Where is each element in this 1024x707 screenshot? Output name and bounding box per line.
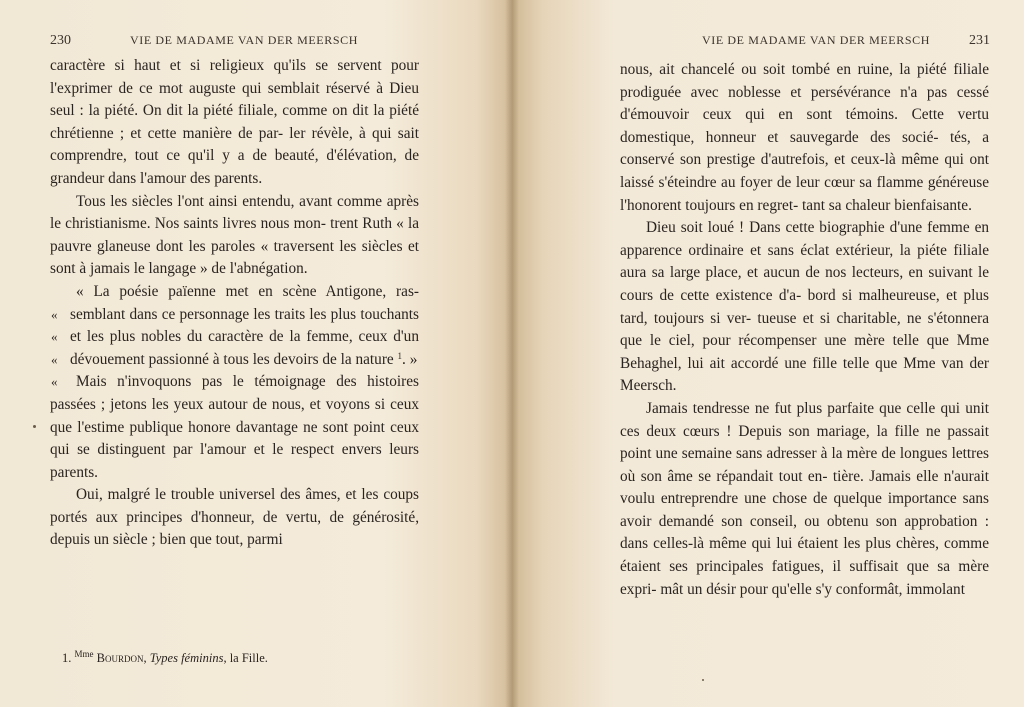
text-line: trent Ruth « la pauvre glaneuse dont les paroles — [50, 215, 420, 255]
text-line: à Dieu seul : la piété. On dit la piété filiale, comme — [50, 79, 419, 120]
text-line: bord si malheureuse, et plus tard, toujours si ver- — [620, 286, 989, 327]
text-line: pour récompenser une mère telle que Mme Behaghel, — [620, 332, 989, 372]
paragraph — [50, 371, 419, 484]
text-line: Jamais tendresse ne fut plus parfaite que celle — [646, 399, 936, 417]
footnote-title-abbrev: Mme — [74, 649, 94, 659]
text-line: tueuse et si charitable, ne s'étonnera que le ciel, — [620, 309, 989, 350]
text-line: lui ait accordé une fille telle que Mme van der — [687, 354, 989, 372]
text-line: la piéte filiale aura sa large place, et aucun de nos — [620, 241, 990, 282]
text-line: passées ; jetons les yeux autour de nous, et voyons si — [50, 395, 386, 413]
right-running-head — [702, 33, 1002, 51]
footnote-ref: 1 — [397, 350, 403, 361]
paragraph — [50, 484, 419, 552]
text-line: beauté, d'élévation, de grandeur dans l'amour des — [50, 147, 419, 187]
text-line: même qui lui étaient les plus chères, comme étaient — [620, 535, 989, 576]
footnote-work: Types féminins — [149, 651, 224, 665]
text-line: femme en apparence ordinaire et sans éclat extérieur, — [620, 219, 990, 259]
text-line: pas cessé d'émouvoir ceux qui en sont témoins. Cette — [620, 83, 989, 124]
left-running-head — [50, 33, 470, 51]
text-line: ler révèle, à qui sait comprendre, tout ce qu'il y a de — [50, 124, 419, 165]
quote-first-line: « La poésie païenne met en scène Antigone, ras- — [76, 282, 419, 300]
text-line: parents. — [214, 169, 263, 187]
text-line: de longues lettres où son âme se répandait tout en- — [620, 445, 989, 485]
text-line: filiale prodiguée avec noblesse et persévérance n'a — [620, 61, 989, 101]
text-line: après le christianisme. Nos saints livres nous mon- — [50, 192, 419, 233]
left-body-text — [50, 55, 419, 552]
text-line: respect envers leurs parents. — [50, 441, 419, 481]
footnote-number: 1. — [62, 651, 72, 665]
text-line: chose de quelque importance sans avoir demandé — [620, 490, 990, 530]
quote-mark: « — [51, 306, 58, 322]
text-line: mât un désir pour qu'elle s'y conformât, immolant — [660, 580, 965, 598]
right-header-title: VIE DE MADAME VAN DER MEERSCH — [702, 33, 930, 47]
text-line: sont point ceux qui se distinguent par l'amour et le — [50, 418, 419, 459]
quote-close: . » — [402, 350, 418, 368]
paragraph — [620, 59, 989, 217]
text-line: même qui ont laissé s'éteindre au foyer de leur cœur — [620, 151, 990, 191]
text-line: touchants et les plus nobles du caractère de la — [70, 305, 420, 346]
quote-mark: « — [51, 374, 58, 390]
text-line: l'exprimer de ce mot auguste qui semblait réservé — [50, 79, 370, 97]
footnote-author: Bourdon — [96, 651, 144, 665]
text-line: ceux que l'estime publique honore davantage ne — [50, 395, 420, 436]
book-gutter — [505, 0, 519, 707]
text-line: tés, a conservé son prestige d'autrefois, et ceux-là — [620, 128, 989, 169]
paragraph — [620, 398, 989, 601]
text-line: semblant dans ce personnage les traits les plus — [70, 305, 357, 323]
paper-speck — [702, 679, 704, 681]
text-line: ses principales fatigues, il suffisait que sa mère expri- — [620, 558, 989, 598]
quote-mark: « — [51, 351, 58, 367]
text-line: coups portés aux principes d'honneur, de vertu, de — [50, 486, 420, 526]
text-line: nous, ait chancelé ou soit tombé en ruine, la piété — [620, 61, 947, 78]
text-line: tière. Jamais elle n'aurait voulu entreprendre une — [620, 467, 989, 508]
text-line: caractère si haut et si religieux qu'ils se servent pour — [50, 57, 419, 74]
text-line: vertu domestique, honneur et sauvegarde des socié- — [620, 106, 989, 146]
text-line: femme, ceux d'un dévouement passionné à tous — [70, 328, 419, 368]
text-line: » de l'abnégation. — [199, 260, 308, 278]
text-line: tant sa chaleur bienfaisante. — [802, 196, 972, 214]
quote-mark: « — [51, 329, 58, 345]
text-line: qui unit ces deux cœurs ! Depuis son mariage, la fille — [620, 399, 989, 440]
text-line: ne passait point une semaine sans adresser à la mère — [620, 422, 989, 463]
left-page-number: 230 — [50, 33, 71, 48]
text-line: Meersch. — [620, 377, 677, 395]
text-line: générosité, depuis un siècle ; bien que tout, parmi — [50, 508, 420, 549]
paragraph — [620, 217, 989, 398]
text-line: lecteurs, en suivant le cours de cette existence d'a- — [620, 264, 989, 304]
paragraph — [50, 191, 419, 281]
text-line: Tous les siècles l'ont ainsi entendu, avant comme — [76, 192, 383, 210]
right-page-number: 231 — [969, 33, 990, 48]
text-line: son conseil, ou obtenu son approbation : dans celles-là — [620, 512, 990, 553]
right-body-text — [620, 59, 989, 601]
text-line: « traversent les siècles et sont à jamais le langage — [50, 237, 419, 278]
footnote-rest: , la Fille. — [223, 651, 268, 665]
right-page — [512, 0, 1024, 707]
text-line: Dieu soit loué ! Dans cette biographie d'une — [646, 219, 923, 237]
footnote: 1. $^{Mme}$ Bourdon, Types féminins, la Fille. — [62, 649, 268, 665]
paragraph — [50, 55, 419, 191]
text-line: sa flamme généreuse l'honorent toujours en regret- — [620, 173, 989, 214]
text-line: Mais n'invoquons pas le témoignage des histoires — [76, 373, 419, 391]
text-line: Oui, malgré le trouble universel des âmes, et les — [76, 486, 379, 504]
paper-speck — [33, 425, 36, 428]
text-line: on dit la piété chrétienne ; et cette manière de par- — [50, 102, 419, 142]
left-header-title: VIE DE MADAME VAN DER MEERSCH — [130, 33, 358, 47]
text-line: les devoirs de la nature — [252, 350, 394, 368]
